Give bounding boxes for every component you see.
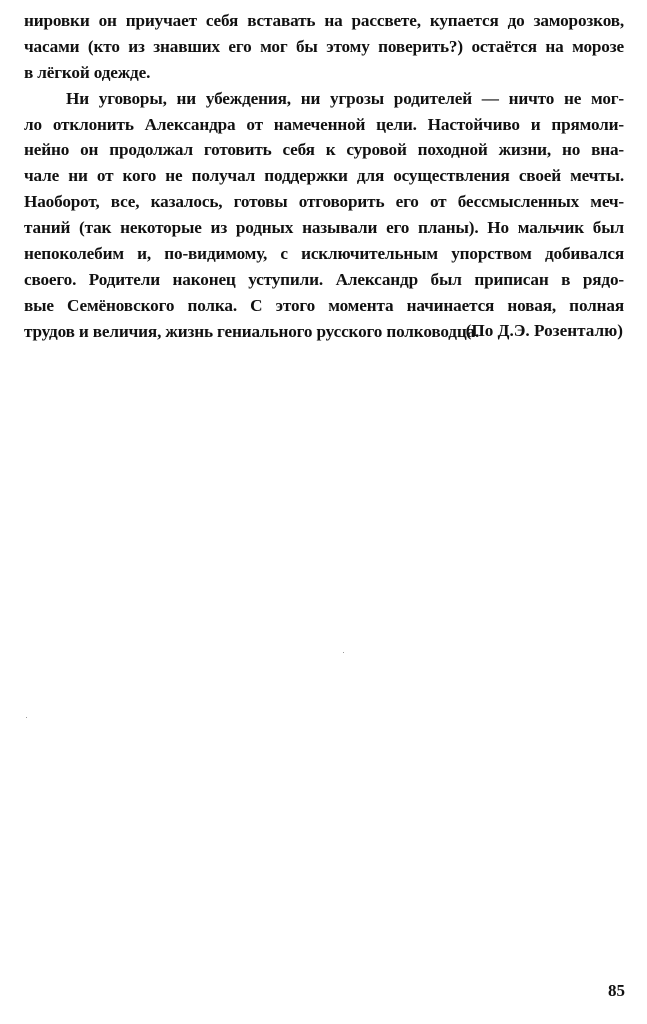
scan-speck [343, 652, 344, 653]
source-attribution: (По Д.Э. Розенталю) [465, 321, 623, 340]
text-line: трудов и величия, жизнь гениального русского полководца. [24, 321, 480, 341]
text-line: непоколебим и, по-видимому, с исключительным упорством добивался [24, 244, 624, 264]
text-line: в лёгкой одежде. [24, 62, 151, 82]
text-line: вые Семёновского полка. С этого момента начинается новая, полная [24, 295, 624, 315]
text-line: Наоборот, все, казалось, готовы отговорить его от бессмысленных меч- [24, 192, 624, 212]
text-line: Ни уговоры, ни убеждения, ни угрозы родителей — ничто не мог- [66, 88, 624, 108]
text-line: часами (кто из знавших его мог бы этому поверить?) остаётся на морозе [24, 36, 624, 56]
body-text [24, 8, 624, 345]
page-number: 85 [608, 981, 625, 1000]
text-line: ло отклонить Александра от намеченной цели. Настойчиво и прямоли- [24, 114, 624, 134]
text-line: таний (так некоторые из родных называли его планы). Но мальчик был [24, 218, 624, 238]
text-line: своего. Родители наконец уступили. Александр был приписан в рядо- [24, 269, 624, 289]
text-line: нейно он продолжал готовить себя к суровой походной жизни, но вна- [24, 140, 624, 160]
text-line: нировки он приучает себя вставать на рассвете, купается до заморозков, [24, 11, 624, 30]
scan-speck [26, 717, 27, 718]
text-line: чале ни от кого не получал поддержки для осуществления своей мечты. [24, 166, 624, 186]
